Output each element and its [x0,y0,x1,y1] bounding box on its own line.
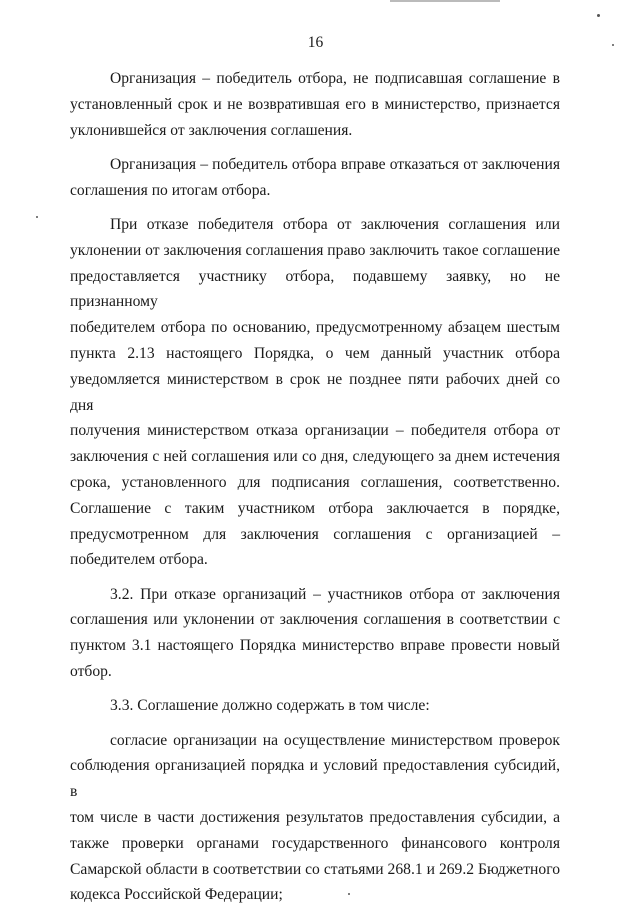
text-line: Организация – победитель отбора вправе отказаться от заключения [110,155,560,173]
text-line: предусмотренном для заключения соглашения с организацией – [70,525,560,543]
paragraph [70,582,560,685]
text-line: соглашения по итогам отбора. [70,181,271,199]
text-line: При отказе победителя отбора от заключения соглашения или [110,215,560,233]
text-line: Соглашение с таким участником отбора заключается в порядке, [70,499,560,517]
text-line: соглашения или уклонении от заключения соглашения в соответствии с [70,611,560,629]
text-line: пункта 2.13 настоящего Порядка, о чем данный участник отбора [70,344,560,362]
paragraph [70,693,560,719]
text-line: уклонении от заключения соглашения право заключить такое соглашение [70,241,560,259]
text-line: установленный срок и не возвратившая его в министерство, признается [70,95,560,113]
document-body [70,66,560,917]
text-line: пунктом 3.1 настоящего Порядка министерство вправе провести новый [70,637,560,655]
text-line: соблюдения организацией порядка и условий предоставления субсидий, в [70,757,560,801]
paragraph [70,152,560,204]
text-line: уклонившейся от заключения соглашения. [70,121,353,139]
page-number: 16 [307,34,324,51]
paragraph [70,728,560,909]
text-line: уведомляется министерством в срок не позднее пяти рабочих дней со дня [70,370,560,414]
text-line: кодекса Российской Федерации; [70,886,283,904]
text-line: том числе в части достижения результатов предоставления субсидии, а [70,809,560,827]
text-line: отбор. [70,663,112,681]
text-line: согласие организации на осуществление министерством проверок [110,731,560,749]
text-line: предоставляется участнику отбора, подавшему заявку, но не признанному [70,267,560,311]
scan-speck [597,14,600,17]
text-line: победителем отбора. [70,551,208,569]
text-line: 3.2. При отказе организаций – участников отбора от заключения [110,585,560,603]
text-line: срока, установленного для подписания соглашения, соответственно. [70,473,560,491]
text-line: 3.3. Соглашение должно содержать в том числе: [110,697,430,715]
scan-speck [36,216,38,218]
text-line: заключения с ней соглашения или со дня, следующего за днем истечения [70,448,560,466]
scan-edge-artifact [390,0,500,2]
text-line: Организация – победитель отбора, не подписавшая соглашение в [110,70,560,87]
text-line: победителем отбора по основанию, предусмотренному абзацем шестым [70,319,560,337]
text-line: также проверки органами государственного финансового контроля [70,834,560,852]
text-line: получения министерством отказа организации – победителя отбора от [70,422,560,440]
paragraph [70,212,560,573]
text-line: Самарской области в соответствии со статьями 268.1 и 269.2 Бюджетного [70,860,560,878]
paragraph [70,66,560,143]
